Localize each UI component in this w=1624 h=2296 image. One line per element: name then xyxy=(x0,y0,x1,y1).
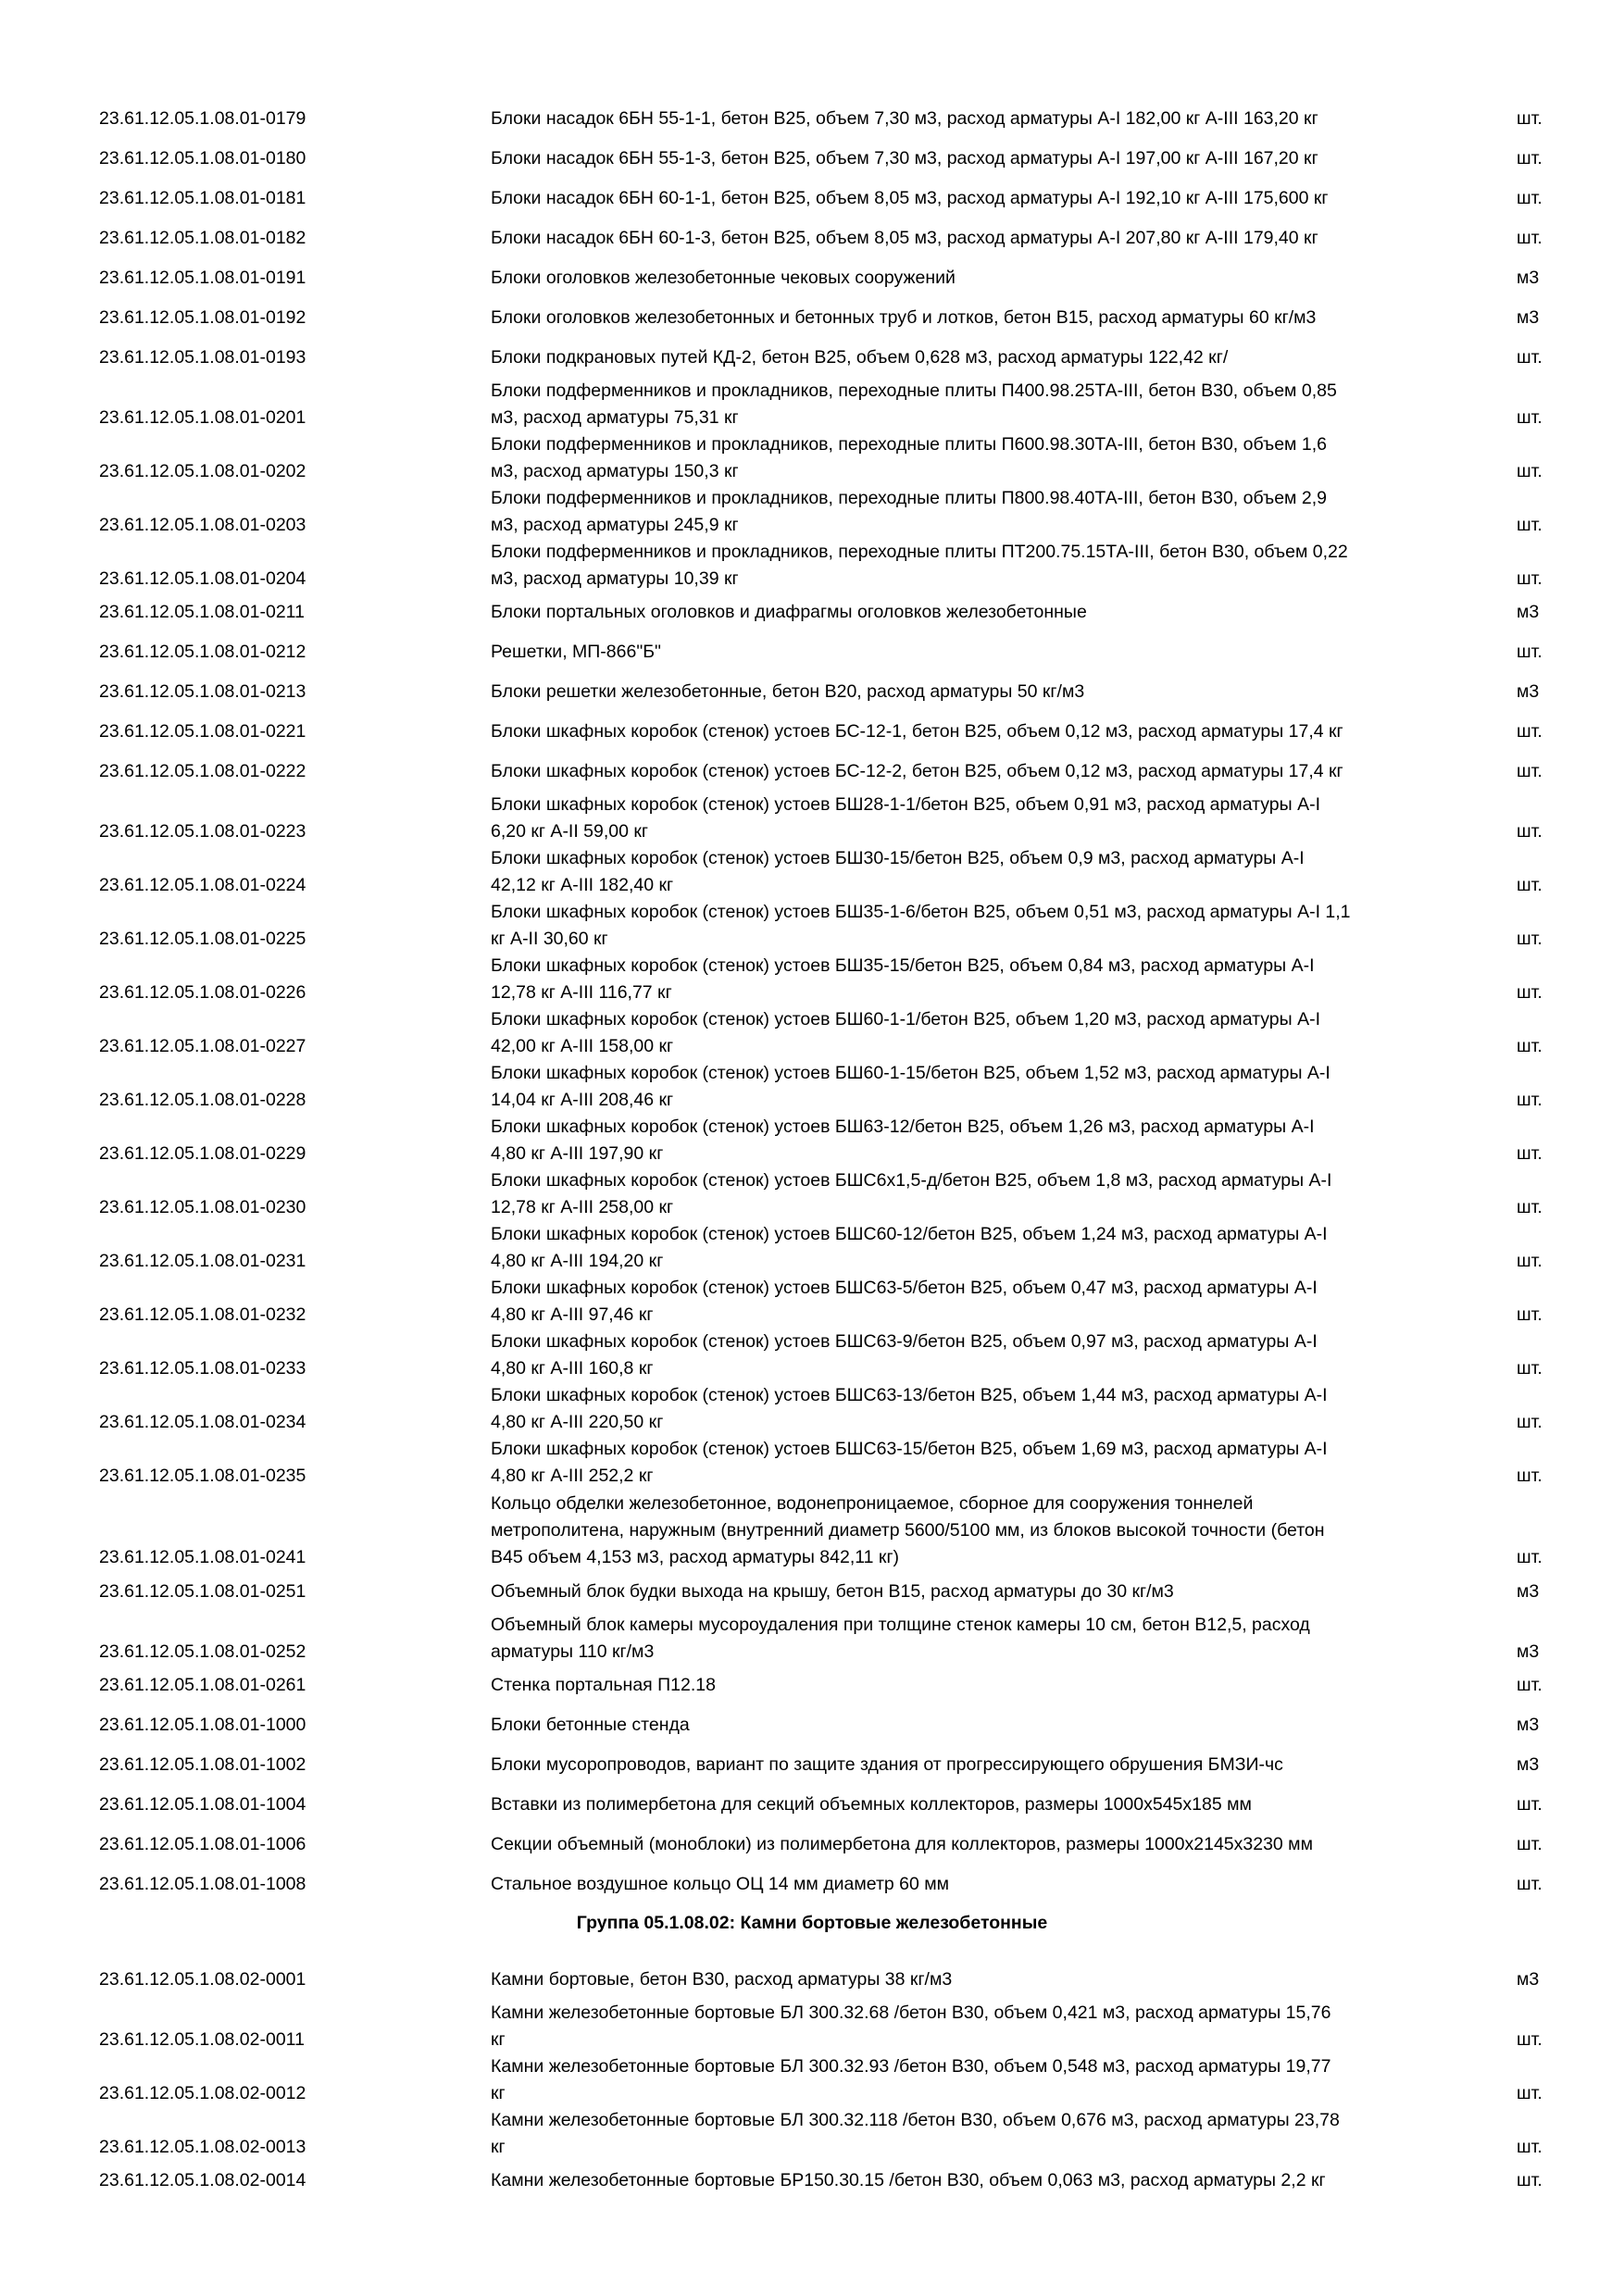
resource-code: 23.61.12.05.1.08.01-0231 xyxy=(99,1250,306,1271)
description-line: Блоки оголовков железобетонные чековых сооружений xyxy=(491,267,956,288)
resource-description xyxy=(491,1167,1463,1221)
resource-code: 23.61.12.05.1.08.01-0181 xyxy=(99,187,306,208)
unit-of-measure: шт. xyxy=(1517,1196,1543,1217)
resource-description xyxy=(491,845,1463,899)
description-line: 4,80 кг А-III 197,90 кг xyxy=(491,1142,664,1164)
unit-of-measure: м3 xyxy=(1517,1968,1540,1990)
unit-of-measure: м3 xyxy=(1517,267,1540,288)
description-line: Блоки шкафных коробок (стенок) устоев БШС63-13/бетон В25, объем 1,44 м3, расход арматуры А-I xyxy=(491,1384,1328,1405)
unit-of-measure: шт. xyxy=(1517,1304,1543,1325)
description-line: кг xyxy=(491,2136,506,2157)
description-line: Камни бортовые, бетон В30, расход арматуры 38 кг/м3 xyxy=(491,1968,953,1990)
unit-of-measure: шт. xyxy=(1517,568,1543,589)
resource-code: 23.61.12.05.1.08.01-0191 xyxy=(99,267,306,288)
unit-of-measure: м3 xyxy=(1517,306,1540,328)
resource-code: 23.61.12.05.1.08.01-1000 xyxy=(99,1714,306,1735)
description-line: Камни железобетонные бортовые БЛ 300.32.93 /бетон В30, объем 0,548 м3, расход арматуры 19,77 xyxy=(491,2055,1331,2077)
unit-of-measure: шт. xyxy=(1517,147,1543,168)
resource-code: 23.61.12.05.1.08.01-0230 xyxy=(99,1196,306,1217)
resource-code: 23.61.12.05.1.08.01-1004 xyxy=(99,1793,306,1815)
resource-description xyxy=(491,792,1463,845)
resource-code: 23.61.12.05.1.08.02-0012 xyxy=(99,2082,306,2103)
resource-code: 23.61.12.05.1.08.01-0180 xyxy=(99,147,306,168)
resource-description xyxy=(491,1966,1463,1993)
resource-description xyxy=(491,378,1463,431)
resource-code: 23.61.12.05.1.08.01-0223 xyxy=(99,820,306,842)
resource-description xyxy=(491,185,1463,212)
resource-code: 23.61.12.05.1.08.01-0252 xyxy=(99,1641,306,1662)
description-line: Блоки шкафных коробок (стенок) устоев БШС6х1,5-д/бетон В25, объем 1,8 м3, расход арматуры А-I xyxy=(491,1169,1332,1191)
unit-of-measure: шт. xyxy=(1517,406,1543,428)
unit-of-measure: шт. xyxy=(1517,227,1543,248)
resource-code: 23.61.12.05.1.08.01-1006 xyxy=(99,1833,306,1854)
description-line: Блоки шкафных коробок (стенок) устоев БШС63-9/бетон В25, объем 0,97 м3, расход арматуры А-I xyxy=(491,1330,1318,1352)
resource-description xyxy=(491,899,1463,953)
description-line: кг А-II 30,60 кг xyxy=(491,928,608,949)
unit-of-measure: м3 xyxy=(1517,601,1540,622)
unit-of-measure: м3 xyxy=(1517,1580,1540,1602)
description-line: Блоки подкрановых путей КД-2, бетон В25, объем 0,628 м3, расход арматуры 122,42 кг/ xyxy=(491,346,1229,368)
resource-description xyxy=(491,1382,1463,1436)
unit-of-measure: шт. xyxy=(1517,760,1543,781)
description-line: Блоки шкафных коробок (стенок) устоев БШ35-1-6/бетон В25, объем 0,51 м3, расход арматуры А-I 1,1 xyxy=(491,901,1351,922)
resource-description xyxy=(491,145,1463,172)
resource-description xyxy=(491,718,1463,745)
description-line: м3, расход арматуры 150,3 кг xyxy=(491,460,739,481)
resource-description xyxy=(491,953,1463,1006)
resource-code: 23.61.12.05.1.08.01-0234 xyxy=(99,1411,306,1432)
resource-description xyxy=(491,1578,1463,1605)
description-line: Блоки шкафных коробок (стенок) устоев БШ30-15/бетон В25, объем 0,9 м3, расход арматуры А-I xyxy=(491,847,1305,868)
description-line: Блоки насадок 6БН 55-1-3, бетон В25, объем 7,30 м3, расход арматуры А-I 197,00 кг А-III 167,20 кг xyxy=(491,147,1318,168)
resource-code: 23.61.12.05.1.08.01-0213 xyxy=(99,680,306,702)
description-line: арматуры 110 кг/м3 xyxy=(491,1641,655,1662)
unit-of-measure: м3 xyxy=(1517,680,1540,702)
resource-description xyxy=(491,2000,1463,2053)
description-line: 4,80 кг А-III 252,2 кг xyxy=(491,1465,654,1486)
resource-description xyxy=(491,1436,1463,1490)
resource-code: 23.61.12.05.1.08.01-0224 xyxy=(99,874,306,895)
resource-code: 23.61.12.05.1.08.01-0222 xyxy=(99,760,306,781)
resource-code: 23.61.12.05.1.08.01-0227 xyxy=(99,1035,306,1056)
resource-description xyxy=(491,599,1463,626)
unit-of-measure: м3 xyxy=(1517,1641,1540,1662)
description-line: 6,20 кг А-II 59,00 кг xyxy=(491,820,649,842)
unit-of-measure: шт. xyxy=(1517,981,1543,1003)
description-line: Блоки шкафных коробок (стенок) устоев БШС63-5/бетон В25, объем 0,47 м3, расход арматуры А-I xyxy=(491,1277,1318,1298)
description-line: Блоки шкафных коробок (стенок) устоев БШ28-1-1/бетон В25, объем 0,91 м3, расход арматуры А-I xyxy=(491,793,1321,815)
description-line: Блоки шкафных коробок (стенок) устоев БШ63-12/бетон В25, объем 1,26 м3, расход арматуры А-I xyxy=(491,1116,1315,1137)
unit-of-measure: шт. xyxy=(1517,1546,1543,1567)
description-line: 14,04 кг А-III 208,46 кг xyxy=(491,1089,674,1110)
resource-code: 23.61.12.05.1.08.01-0233 xyxy=(99,1357,306,1379)
resource-code: 23.61.12.05.1.08.01-0203 xyxy=(99,514,306,535)
resource-code: 23.61.12.05.1.08.01-0182 xyxy=(99,227,306,248)
description-line: кг xyxy=(491,2082,506,2103)
description-line: Блоки оголовков железобетонных и бетонных труб и лотков, бетон В15, расход арматуры 60 кг/м3 xyxy=(491,306,1317,328)
description-line: Блоки насадок 6БН 60-1-1, бетон В25, объем 8,05 м3, расход арматуры А-I 192,10 кг А-III 175,600 кг xyxy=(491,187,1329,208)
resource-description xyxy=(491,485,1463,539)
resource-description xyxy=(491,1491,1463,1571)
unit-of-measure: шт. xyxy=(1517,1833,1543,1854)
resource-code: 23.61.12.05.1.08.01-0221 xyxy=(99,720,306,742)
description-line: Блоки шкафных коробок (стенок) устоев БС-12-2, бетон В25, объем 0,12 м3, расход арматуры 17,4 кг xyxy=(491,760,1343,781)
resource-code: 23.61.12.05.1.08.01-0251 xyxy=(99,1580,306,1602)
unit-of-measure: шт. xyxy=(1517,2136,1543,2157)
resource-description xyxy=(491,1831,1463,1858)
resource-description xyxy=(491,2107,1463,2161)
description-line: 4,80 кг А-III 220,50 кг xyxy=(491,1411,664,1432)
resource-code: 23.61.12.05.1.08.01-0179 xyxy=(99,107,306,129)
resource-code: 23.61.12.05.1.08.01-0204 xyxy=(99,568,306,589)
resource-description xyxy=(491,1612,1463,1666)
resource-code: 23.61.12.05.1.08.01-1002 xyxy=(99,1753,306,1775)
description-line: кг xyxy=(491,2028,506,2050)
unit-of-measure: шт. xyxy=(1517,1142,1543,1164)
unit-of-measure: шт. xyxy=(1517,2082,1543,2103)
description-line: Блоки подферменников и прокладников, переходные плиты ПТ200.75.15ТА-III, бетон В30, объем 0,22 xyxy=(491,541,1348,562)
resource-description xyxy=(491,265,1463,292)
resource-code: 23.61.12.05.1.08.01-0193 xyxy=(99,346,306,368)
description-line: Объемный блок будки выхода на крышу, бетон В15, расход арматуры до 30 кг/м3 xyxy=(491,1580,1174,1602)
resource-description xyxy=(491,1060,1463,1114)
resource-code: 23.61.12.05.1.08.02-0011 xyxy=(99,2028,305,2050)
resource-description xyxy=(491,431,1463,485)
resource-code: 23.61.12.05.1.08.01-0232 xyxy=(99,1304,306,1325)
resource-description xyxy=(491,1275,1463,1329)
unit-of-measure: шт. xyxy=(1517,1089,1543,1110)
resource-description xyxy=(491,639,1463,666)
description-line: Блоки подферменников и прокладников, переходные плиты П600.98.30ТА-III, бетон В30, объем 1,6 xyxy=(491,433,1327,455)
description-line: Блоки шкафных коробок (стенок) устоев БШ35-15/бетон В25, объем 0,84 м3, расход арматуры А-I xyxy=(491,955,1315,976)
resource-code: 23.61.12.05.1.08.01-0212 xyxy=(99,641,306,662)
description-line: Вставки из полимербетона для секций объемных коллекторов, размеры 1000х545х185 мм xyxy=(491,1793,1252,1815)
description-line: Блоки бетонные стенда xyxy=(491,1714,690,1735)
resource-description xyxy=(491,1871,1463,1898)
resource-code: 23.61.12.05.1.08.01-0261 xyxy=(99,1674,306,1695)
description-line: Блоки шкафных коробок (стенок) устоев БС-12-1, бетон В25, объем 0,12 м3, расход арматуры 17,4 кг xyxy=(491,720,1343,742)
resource-description xyxy=(491,758,1463,785)
unit-of-measure: шт. xyxy=(1517,1793,1543,1815)
unit-of-measure: м3 xyxy=(1517,1714,1540,1735)
unit-of-measure: шт. xyxy=(1517,1674,1543,1695)
unit-of-measure: шт. xyxy=(1517,820,1543,842)
description-line: Блоки подферменников и прокладников, переходные плиты П400.98.25ТА-III, бетон В30, объем 0,85 xyxy=(491,380,1337,401)
unit-of-measure: шт. xyxy=(1517,514,1543,535)
unit-of-measure: шт. xyxy=(1517,2028,1543,2050)
description-line: Объемный блок камеры мусороудаления при толщине стенок камеры 10 см, бетон В12,5, расход xyxy=(491,1614,1310,1635)
description-line: Блоки шкафных коробок (стенок) устоев БШ60-1-15/бетон В25, объем 1,52 м3, расход арматуры А-I xyxy=(491,1062,1330,1083)
description-line: 12,78 кг А-III 116,77 кг xyxy=(491,981,672,1003)
unit-of-measure: шт. xyxy=(1517,346,1543,368)
unit-of-measure: шт. xyxy=(1517,874,1543,895)
unit-of-measure: м3 xyxy=(1517,1753,1540,1775)
description-line: м3, расход арматуры 10,39 кг xyxy=(491,568,739,589)
resource-description xyxy=(491,1752,1463,1778)
description-line: Камни железобетонные бортовые БР150.30.15 /бетон В30, объем 0,063 м3, расход арматуры 2,2 кг xyxy=(491,2169,1326,2190)
resource-description xyxy=(491,1672,1463,1699)
description-line: м3, расход арматуры 75,31 кг xyxy=(491,406,739,428)
description-line: метрополитена, наружным (внутренний диаметр 5600/5100 мм, из блоков высокой точности (бетон xyxy=(491,1519,1325,1541)
description-line: Секции объемный (моноблоки) из полимербетона для коллекторов, размеры 1000х2145х3230 мм xyxy=(491,1833,1313,1854)
unit-of-measure: шт. xyxy=(1517,1465,1543,1486)
resource-description xyxy=(491,2167,1463,2194)
unit-of-measure: шт. xyxy=(1517,641,1543,662)
description-line: Решетки, МП-866"Б" xyxy=(491,641,661,662)
unit-of-measure: шт. xyxy=(1517,928,1543,949)
description-line: Кольцо обделки железобетонное, водонепроницаемое, сборное для сооружения тоннелей xyxy=(491,1492,1254,1514)
description-line: 42,00 кг А-III 158,00 кг xyxy=(491,1035,674,1056)
resource-code: 23.61.12.05.1.08.01-0192 xyxy=(99,306,306,328)
description-line: Блоки шкафных коробок (стенок) устоев БШС60-12/бетон В25, объем 1,24 м3, расход арматуры А-I xyxy=(491,1223,1328,1244)
resource-description xyxy=(491,679,1463,705)
unit-of-measure: шт. xyxy=(1517,1873,1543,1894)
description-line: 42,12 кг А-III 182,40 кг xyxy=(491,874,674,895)
unit-of-measure: шт. xyxy=(1517,1035,1543,1056)
resource-code: 23.61.12.05.1.08.01-0201 xyxy=(99,406,306,428)
resource-description xyxy=(491,106,1463,132)
resource-code: 23.61.12.05.1.08.02-0014 xyxy=(99,2169,306,2190)
description-line: Блоки подферменников и прокладников, переходные плиты П800.98.40ТА-III, бетон В30, объем 2,9 xyxy=(491,487,1327,508)
unit-of-measure: шт. xyxy=(1517,1250,1543,1271)
resource-description xyxy=(491,2053,1463,2107)
resource-description xyxy=(491,1329,1463,1382)
resource-code: 23.61.12.05.1.08.01-0235 xyxy=(99,1465,306,1486)
resource-code: 23.61.12.05.1.08.02-0013 xyxy=(99,2136,306,2157)
description-line: Стенка портальная П12.18 xyxy=(491,1674,716,1695)
resource-code: 23.61.12.05.1.08.01-0241 xyxy=(99,1546,306,1567)
resource-description xyxy=(491,225,1463,252)
resource-code: 23.61.12.05.1.08.01-0202 xyxy=(99,460,306,481)
resource-code: 23.61.12.05.1.08.01-1008 xyxy=(99,1873,306,1894)
resource-description xyxy=(491,539,1463,593)
unit-of-measure: шт. xyxy=(1517,187,1543,208)
resource-description xyxy=(491,305,1463,331)
resource-code: 23.61.12.05.1.08.01-0225 xyxy=(99,928,306,949)
description-line: 12,78 кг А-III 258,00 кг xyxy=(491,1196,674,1217)
resource-description xyxy=(491,344,1463,371)
description-line: В45 объем 4,153 м3, расход арматуры 842,11 кг) xyxy=(491,1546,900,1567)
description-line: Стальное воздушное кольцо ОЦ 14 мм диаметр 60 мм xyxy=(491,1873,950,1894)
description-line: Блоки насадок 6БН 55-1-1, бетон В25, объем 7,30 м3, расход арматуры А-I 182,00 кг А-III 163,20 кг xyxy=(491,107,1318,129)
unit-of-measure: шт. xyxy=(1517,2169,1543,2190)
resource-code: 23.61.12.05.1.08.01-0226 xyxy=(99,981,306,1003)
resource-description xyxy=(491,1791,1463,1818)
unit-of-measure: шт. xyxy=(1517,1411,1543,1432)
resource-code: 23.61.12.05.1.08.01-0229 xyxy=(99,1142,306,1164)
description-line: Камни железобетонные бортовые БЛ 300.32.118 /бетон В30, объем 0,676 м3, расход арматуры 23,78 xyxy=(491,2109,1340,2130)
unit-of-measure: шт. xyxy=(1517,460,1543,481)
description-line: 4,80 кг А-III 97,46 кг xyxy=(491,1304,654,1325)
description-line: Блоки решетки железобетонные, бетон В20, расход арматуры 50 кг/м3 xyxy=(491,680,1085,702)
resource-description xyxy=(491,1114,1463,1167)
resource-description xyxy=(491,1221,1463,1275)
resource-description xyxy=(491,1712,1463,1739)
description-line: Камни железобетонные бортовые БЛ 300.32.68 /бетон В30, объем 0,421 м3, расход арматуры 15,76 xyxy=(491,2002,1331,2023)
resource-code: 23.61.12.05.1.08.01-0228 xyxy=(99,1089,306,1110)
description-line: Блоки насадок 6БН 60-1-3, бетон В25, объем 8,05 м3, расход арматуры А-I 207,80 кг А-III 179,40 кг xyxy=(491,227,1318,248)
description-line: Блоки шкафных коробок (стенок) устоев БШ60-1-1/бетон В25, объем 1,20 м3, расход арматуры А-I xyxy=(491,1008,1321,1029)
unit-of-measure: шт. xyxy=(1517,1357,1543,1379)
description-line: Блоки шкафных коробок (стенок) устоев БШС63-15/бетон В25, объем 1,69 м3, расход арматуры А-I xyxy=(491,1438,1328,1459)
description-line: Блоки мусоропроводов, вариант по защите здания от прогрессирующего обрушения БМЗИ-чс xyxy=(491,1753,1283,1775)
description-line: Блоки портальных оголовков и диафрагмы оголовков железобетонные xyxy=(491,601,1087,622)
description-line: 4,80 кг А-III 194,20 кг xyxy=(491,1250,664,1271)
description-line: 4,80 кг А-III 160,8 кг xyxy=(491,1357,654,1379)
description-line: м3, расход арматуры 245,9 кг xyxy=(491,514,739,535)
resource-code: 23.61.12.05.1.08.01-0211 xyxy=(99,601,305,622)
group-heading: Группа 05.1.08.02: Камни бортовые железобетонные xyxy=(576,1912,1048,1933)
resource-description xyxy=(491,1006,1463,1060)
unit-of-measure: шт. xyxy=(1517,107,1543,129)
resource-code: 23.61.12.05.1.08.02-0001 xyxy=(99,1968,306,1990)
unit-of-measure: шт. xyxy=(1517,720,1543,742)
